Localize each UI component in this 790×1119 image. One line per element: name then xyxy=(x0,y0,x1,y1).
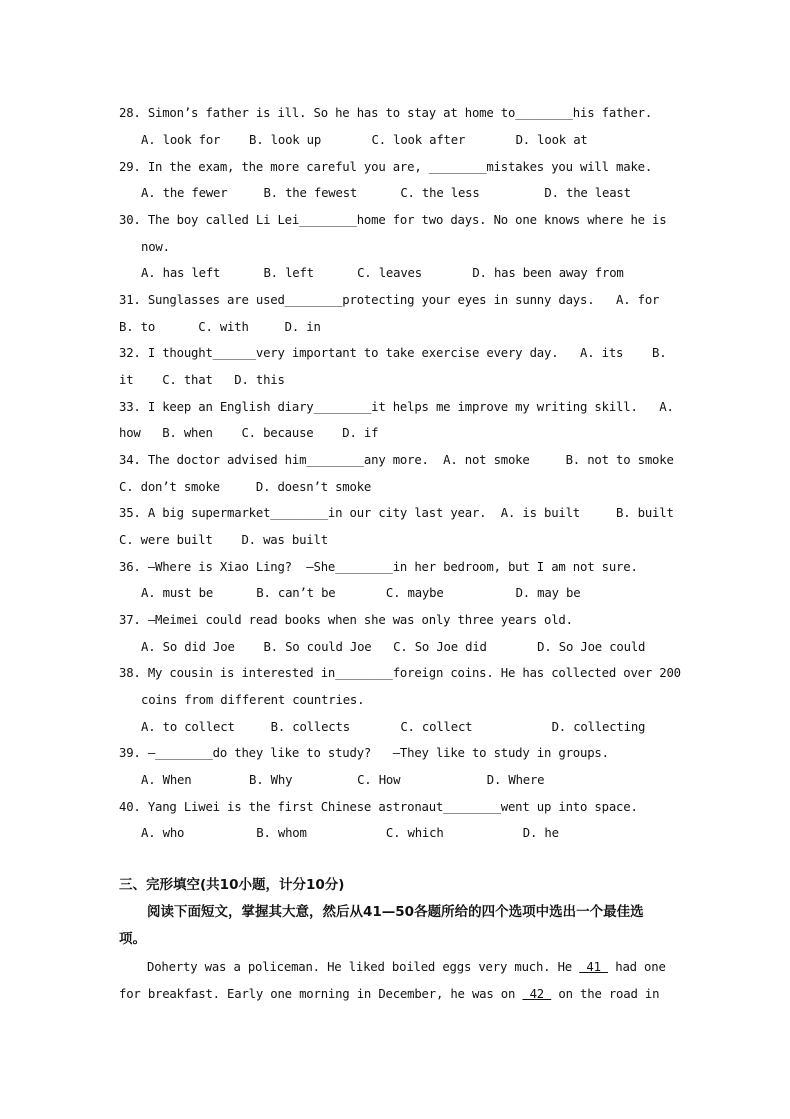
question-32: 32. I thought______very important to take exercise every day. A. its B. xyxy=(119,346,667,360)
question-28: 28. Simon’s father is ill. So he has to stay at home to________his father. xyxy=(119,106,653,120)
passage-text: on the road in xyxy=(551,987,660,1001)
question-40-options: A. who B. whom C. which D. he xyxy=(141,826,559,840)
question-29: 29. In the exam, the more careful you are, ________mistakes you will make. xyxy=(119,160,653,174)
question-38-options: A. to collect B. collects C. collect D. collecting xyxy=(141,720,646,734)
question-34-options: C. don’t smoke D. doesn’t smoke xyxy=(119,480,372,494)
question-30: 30. The boy called Li Lei________home for two days. No one knows where he is xyxy=(119,213,667,227)
passage-text: had one xyxy=(608,960,666,974)
question-34: 34. The doctor advised him________any more. A. not smoke B. not to smoke xyxy=(119,453,674,467)
section-instruction: 阅读下面短文，掌握其大意，然后从41—50各题所给的四个选项中选出一个最佳选 xyxy=(147,904,644,920)
question-33-options: how B. when C. because D. if xyxy=(119,426,379,440)
question-40: 40. Yang Liwei is the first Chinese astronaut________went up into space. xyxy=(119,800,638,814)
question-39-options: A. When B. Why C. How D. Where xyxy=(141,773,545,787)
question-36-options: A. must be B. can’t be C. maybe D. may be xyxy=(141,586,581,600)
question-30-continuation: now. xyxy=(141,240,170,254)
question-30-options: A. has left B. left C. leaves D. has been away from xyxy=(141,266,624,280)
question-35: 35. A big supermarket________in our city last year. A. is built B. built xyxy=(119,506,674,520)
blank-41: 41 xyxy=(579,960,609,974)
question-38-continuation: coins from different countries. xyxy=(141,693,365,707)
passage-text: for breakfast. Early one morning in December, he was on xyxy=(119,987,523,1001)
question-35-options: C. were built D. was built xyxy=(119,533,328,547)
question-38: 38. My cousin is interested in________foreign coins. He has collected over 200 xyxy=(119,666,681,680)
blank-42: 42 xyxy=(522,987,552,1001)
passage-text: Doherty was a policeman. He liked boiled eggs very much. He xyxy=(147,960,580,974)
section-heading: 三、完形填空(共10小题，计分10分) xyxy=(119,877,345,893)
section-instruction-continuation: 项。 xyxy=(119,931,146,947)
question-29-options: A. the fewer B. the fewest C. the less D. the least xyxy=(141,186,631,200)
passage-line-2 xyxy=(119,986,659,1002)
question-39: 39. —________do they like to study? —They like to study in groups. xyxy=(119,746,609,760)
question-32-options: it C. that D. this xyxy=(119,373,285,387)
question-33: 33. I keep an English diary________it helps me improve my writing skill. A. xyxy=(119,400,674,414)
question-31-options: B. to C. with D. in xyxy=(119,320,321,334)
question-28-options: A. look for B. look up C. look after D. look at xyxy=(141,133,588,147)
question-36: 36. —Where is Xiao Ling? —She________in her bedroom, but I am not sure. xyxy=(119,560,638,574)
question-31: 31. Sunglasses are used________protecting your eyes in sunny days. A. for xyxy=(119,293,660,307)
passage-line-1 xyxy=(147,959,666,975)
question-37-options: A. So did Joe B. So could Joe C. So Joe did D. So Joe could xyxy=(141,640,646,654)
question-37: 37. —Meimei could read books when she was only three years old. xyxy=(119,613,573,627)
